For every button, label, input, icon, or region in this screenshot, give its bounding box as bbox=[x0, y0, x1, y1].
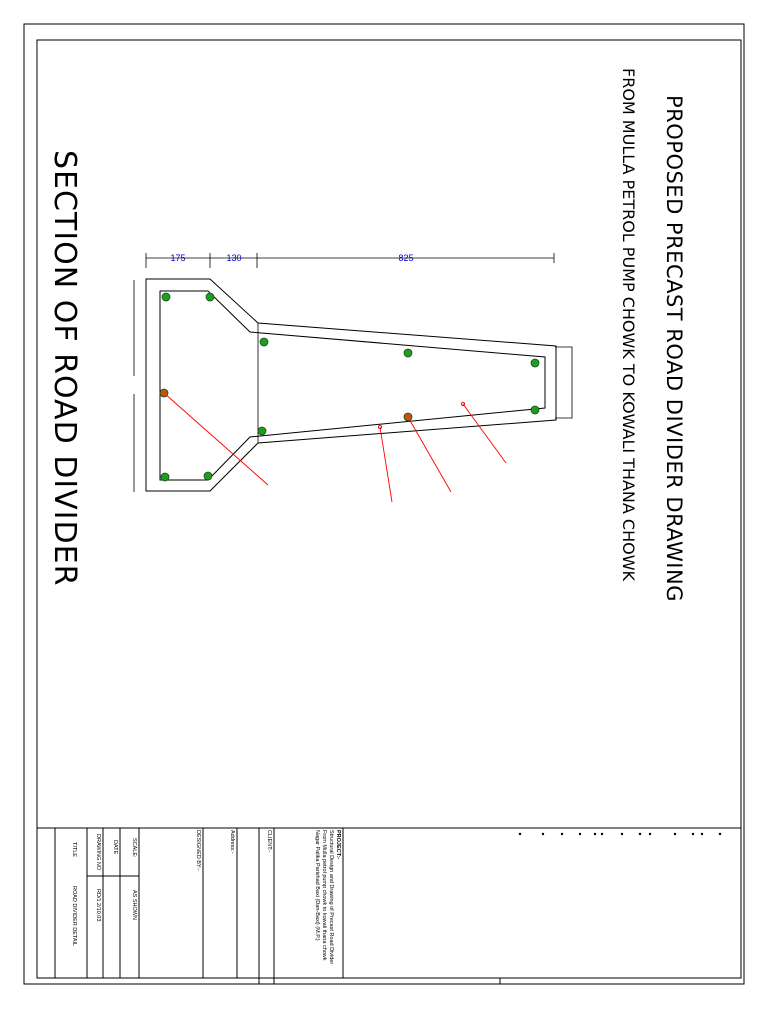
divider-outline bbox=[146, 279, 556, 491]
designed-by-label: DESIGNED BY:- bbox=[195, 830, 201, 871]
rebar bbox=[204, 472, 212, 480]
rebar bbox=[161, 473, 169, 481]
section-title: SECTION OF ROAD DIVIDER bbox=[47, 150, 82, 587]
rebar-highlighted bbox=[160, 389, 168, 397]
rebar bbox=[531, 406, 539, 414]
rebar bbox=[404, 349, 412, 357]
dimension-line bbox=[146, 253, 554, 268]
rebar bbox=[531, 359, 539, 367]
address-label: Address:- bbox=[229, 830, 235, 854]
project-text: Structural Design and Drawing of Precast Road Divider From Mulla petrol pump chowk to kowali thana chowk Nagar Palika Parishad Baxi (Dan-Baxi) (M.P.) bbox=[314, 830, 334, 965]
rebar bbox=[258, 427, 266, 435]
scale-label: SCALE: bbox=[131, 838, 137, 858]
title-value: ROAD DIVIDER DETAIL bbox=[71, 886, 77, 947]
dimension-175: 175 bbox=[170, 253, 186, 263]
dimension-130: 130 bbox=[226, 253, 242, 263]
project-block bbox=[313, 830, 341, 970]
drawing-no-value: RD/1.2/10.03 bbox=[95, 889, 101, 922]
scale-value: AS SHOWN bbox=[131, 890, 137, 920]
dimension-825: 825 bbox=[398, 253, 414, 263]
title-block-dots bbox=[519, 833, 721, 835]
reinforcement-cage bbox=[160, 291, 545, 480]
project-label: PROJECT:- bbox=[335, 830, 341, 860]
route-subtitle: FROM MULLA PETROL PUMP CHOWK TO KOWALI THANA CHOWK bbox=[619, 68, 638, 582]
title-label: TITLE bbox=[71, 842, 77, 857]
rebar bbox=[162, 293, 170, 301]
client-label: CLIENT:- bbox=[266, 830, 272, 853]
project-title: PROPOSED PRECAST ROAD DIVIDER DRAWING bbox=[662, 95, 686, 602]
rebar-highlighted bbox=[404, 413, 412, 421]
rebar bbox=[206, 293, 214, 301]
rebar bbox=[260, 338, 268, 346]
drawing-no-label: DRAWING NO bbox=[95, 834, 101, 871]
break-lines bbox=[134, 280, 572, 492]
title-block-grid bbox=[37, 828, 741, 984]
rebars bbox=[160, 293, 539, 481]
date-label: DATE bbox=[112, 840, 118, 855]
